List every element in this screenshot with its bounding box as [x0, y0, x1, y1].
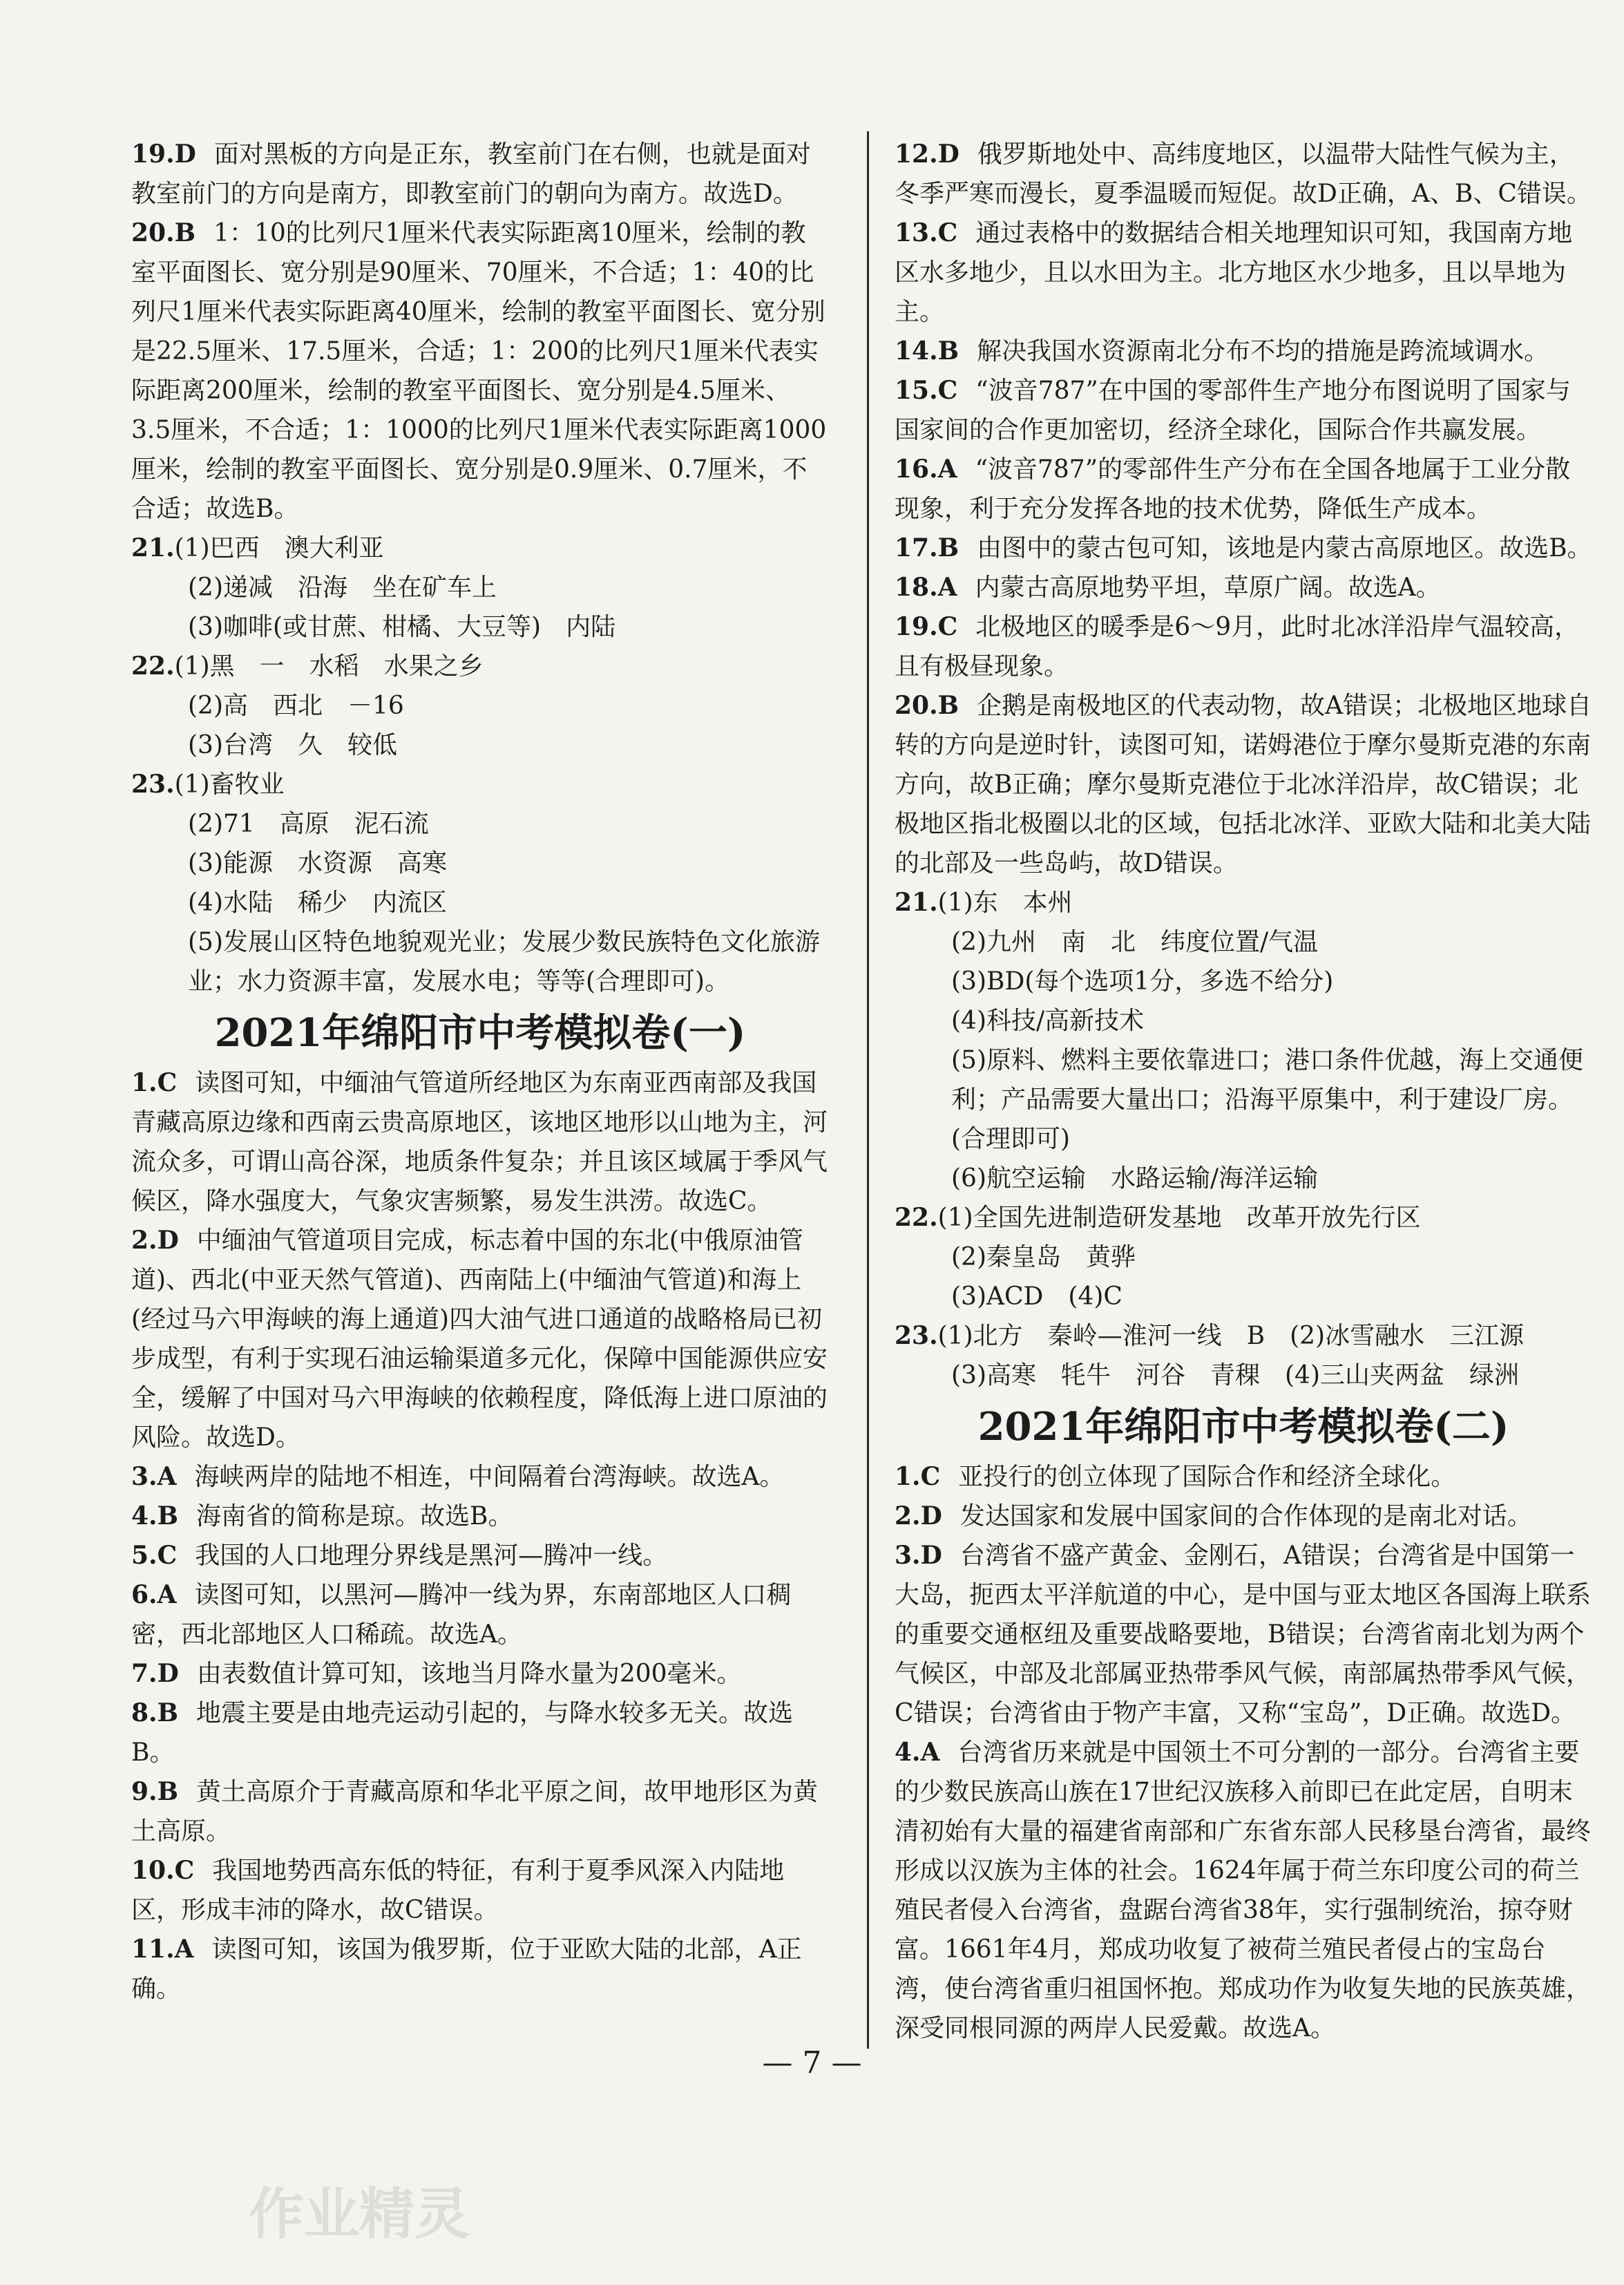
explanation-text: (2)九州 南 北 纬度位置/气温: [951, 928, 1319, 956]
question-number: 13.: [895, 218, 938, 247]
question-number: 15.: [895, 376, 938, 405]
answer-item: [131, 1654, 829, 1694]
answer-item: [895, 686, 1592, 883]
explanation-text: (6)航空运输 水路运输/海洋运输: [951, 1164, 1319, 1193]
question-number: 4.: [131, 1501, 157, 1530]
question-number: 3.: [131, 1462, 157, 1491]
question-number: 21.: [131, 533, 175, 562]
question-number: 6.: [131, 1580, 157, 1609]
watermark: 作业精灵: [249, 2182, 470, 2246]
answer-choice: C: [157, 1068, 178, 1097]
answer-item: [895, 1457, 1592, 1497]
answer-item: [895, 529, 1592, 568]
question-number: 8.: [131, 1698, 157, 1727]
answer-item: [131, 1694, 829, 1772]
answer-item: [131, 765, 829, 804]
right-column: [895, 135, 1592, 2048]
explanation-text: (1)东 本州: [937, 889, 1073, 917]
answer-item: [895, 1536, 1592, 1733]
answer-choice: C: [937, 218, 958, 247]
explanation-text: (5)原料、燃料主要依靠进口；港口条件优越，海上交通便利；产品需要大量出口；沿海平原集中，利于建设厂房。(合理即可): [951, 1046, 1583, 1153]
question-number: 22.: [131, 652, 175, 681]
explanation-text: 解决我国水资源南北分布不均的措施是跨流域调水。: [977, 337, 1549, 366]
answer-item: [895, 1316, 1592, 1356]
explanation-text: 台湾省不盛产黄金、金刚石，A错误；台湾省是中国第一大岛，扼西太平洋航道的中心，是中国与亚太地区各国海上联系的重要交通枢纽及重要战略要地，B错误；台湾省南北划为两个气候区，中部及北部属亚热带季风气候，南部属热带季风气候，C错误；台湾省由于物产丰富，又称“宝岛”，D正确。故选D。: [895, 1542, 1592, 1727]
answer-choice: D: [174, 140, 196, 169]
answer-subline: [131, 607, 829, 647]
explanation-text: 1：10的比列尺1厘米代表实际距离10厘米，绘制的教室平面图长、宽分别是90厘米、70厘米，不合适；1：40的比列尺1厘米代表实际距离40厘米，绘制的教室平面图长、宽分别是22.5厘米、17.5厘米，合适；1：200的比列尺1厘米代表实际距离200厘米，绘制的教室平面图长、宽分别是4.5厘米、3.5厘米，不合适；1：1000的比列尺1厘米代表实际距离1000厘米，绘制的教室平面图长、宽分别是0.9厘米、0.7厘米，不合适；故选B。: [131, 219, 827, 523]
answer-choice: A: [174, 1935, 194, 1964]
question-number: 23.: [895, 1321, 938, 1350]
answer-choice: B: [937, 336, 959, 366]
question-number: 23.: [131, 770, 175, 799]
answer-item: [131, 1063, 829, 1221]
explanation-text: 发达国家和发展中国家间的合作体现的是南北对话。: [959, 1502, 1532, 1530]
question-number: 7.: [131, 1659, 157, 1688]
answer-choice: D: [157, 1226, 179, 1255]
answer-item: [895, 1733, 1592, 2048]
question-number: 19.: [895, 612, 938, 641]
explanation-text: (1)北方 秦岭—淮河一线 B (2)冰雪融水 三江源: [937, 1322, 1525, 1350]
explanation-text: 通过表格中的数据结合相关地理知识可知，我国南方地区水多地少，且以水田为主。北方地区水少地多，且以旱地为主。: [895, 219, 1573, 326]
answer-choice: A: [920, 1738, 940, 1767]
left-column: [131, 135, 829, 2009]
answer-item: [131, 1457, 829, 1497]
answer-subline: [895, 1277, 1592, 1316]
answer-item: [131, 529, 829, 568]
answer-item: [131, 1772, 829, 1851]
explanation-text: “波音787”的零部件生产分布在全国各地属于工业分散现象，利于充分发挥各地的技术优势，降低生产成本。: [895, 455, 1571, 523]
explanation-text: (1)全国先进制造研发基地 改革开放先行区: [937, 1204, 1421, 1232]
answer-item: [895, 135, 1592, 214]
explanation-text: 读图可知，中缅油气管道所经地区为东南亚西南部及我国青藏高原边缘和西南云贵高原地区，该地区地形以山地为主，河流众多，可谓山高谷深，地质条件复杂；并且该区域属于季风气候区，降水强度大，气象灾害频繁，易发生洪涝。故选C。: [131, 1069, 828, 1215]
explanation-text: 由表数值计算可知，该地当月降水量为200毫米。: [196, 1660, 742, 1688]
answer-choice: A: [157, 1580, 177, 1609]
question-number: 20.: [131, 218, 175, 247]
explanation-text: (3)台湾 久 较低: [188, 731, 397, 759]
answer-subline: [895, 1159, 1592, 1198]
answer-item: [895, 450, 1592, 529]
answer-choice: B: [157, 1501, 179, 1530]
explanation-text: (3)高寒 牦牛 河谷 青稞 (4)三山夹两盆 绿洲: [951, 1361, 1519, 1390]
column-divider: [867, 131, 869, 2049]
explanation-text: 读图可知，以黑河—腾冲一线为界，东南部地区人口稠密，西北部地区人口稀疏。故选A。: [131, 1581, 792, 1649]
question-number: 16.: [895, 455, 938, 484]
answer-subline: [131, 844, 829, 883]
answer-item: [895, 883, 1592, 922]
explanation-text: (1)巴西 澳大利亚: [174, 534, 384, 562]
answer-subline: [895, 1001, 1592, 1041]
answer-item: [131, 647, 829, 686]
explanation-text: (2)递减 沿海 坐在矿车上: [188, 573, 497, 602]
explanation-text: 由图中的蒙古包可知，该地是内蒙古高原地区。故选B。: [977, 534, 1592, 562]
answer-item: [895, 1198, 1592, 1238]
answer-choice: C: [937, 612, 958, 641]
answer-item: [131, 1575, 829, 1654]
answer-item: [131, 214, 829, 529]
explanation-text: 俄罗斯地处中、高纬度地区，以温带大陆性气候为主，冬季严寒而漫长，夏季温暖而短促。故D正确，A、B、C错误。: [895, 140, 1592, 208]
question-number: 18.: [895, 573, 938, 602]
explanation-text: 中缅油气管道项目完成，标志着中国的东北(中俄原油管道)、西北(中亚天然气管道)、西南陆上(中缅油气管道)和海上(经过马六甲海峡的海上通道)四大油气进口通道的战略格局已初步成型，有利于实现石油运输渠道多元化，保障中国能源供应安全，缓解了中国对马六甲海峡的依赖程度，降低海上进口原油的风险。故选D。: [131, 1226, 828, 1452]
explanation-text: (3)ACD (4)C: [951, 1282, 1123, 1311]
explanation-text: (3)BD(每个选项1分，多选不给分): [951, 967, 1334, 996]
answer-choice: D: [937, 140, 959, 169]
question-number: 14.: [895, 336, 938, 366]
question-number: 2.: [131, 1226, 157, 1255]
answer-item: [131, 1497, 829, 1536]
explanation-text: 地震主要是由地壳运动引起的，与降水较多无关。故选B。: [131, 1699, 794, 1767]
question-number: 12.: [895, 140, 938, 169]
explanation-text: (1)畜牧业: [174, 770, 285, 799]
answer-item: [131, 1536, 829, 1575]
answer-item: [131, 135, 829, 214]
answer-choice: D: [157, 1659, 179, 1688]
explanation-text: (4)科技/高新技术: [951, 1007, 1145, 1035]
explanation-text: 海南省的简称是琼。故选B。: [196, 1502, 513, 1530]
section-title: 2021年绵阳市中考模拟卷(二): [977, 1404, 1509, 1450]
answer-choice: B: [157, 1777, 179, 1806]
question-number: 2.: [895, 1501, 921, 1530]
explanation-text: (4)水陆 稀少 内流区: [188, 889, 447, 917]
answer-choice: B: [174, 218, 196, 247]
answer-choice: D: [920, 1501, 942, 1530]
question-number: 5.: [131, 1541, 157, 1570]
explanation-text: (2)高 西北 －16: [188, 692, 404, 720]
answer-item: [895, 371, 1592, 450]
explanation-text: (1)黑 一 水稻 水果之乡: [174, 652, 484, 681]
question-number: 20.: [895, 691, 938, 720]
answer-choice: B: [937, 533, 959, 562]
answer-item: [895, 332, 1592, 371]
explanation-text: 面对黑板的方向是正东，教室前门在右侧，也就是面对教室前门的方向是南方，即教室前门的朝向为南方。故选D。: [131, 140, 811, 208]
section-title: 2021年绵阳市中考模拟卷(一): [214, 1010, 746, 1056]
answer-choice: A: [937, 455, 957, 484]
question-number: 4.: [895, 1738, 921, 1767]
answer-choice: A: [157, 1462, 177, 1491]
answer-choice: A: [937, 573, 957, 602]
explanation-text: 我国的人口地理分界线是黑河—腾冲一线。: [195, 1542, 668, 1570]
question-number: 9.: [131, 1777, 157, 1806]
question-number: 17.: [895, 533, 938, 562]
answer-item: [131, 1851, 829, 1930]
explanation-text: 台湾省历来就是中国领土不可分割的一部分。台湾省主要的少数民族高山族在17世纪汉族移入前即已在此定居，自明末清初始有大量的福建省南部和广东省东部人民移垦台湾省，最终形成以汉族为主体的社会。1624年属于荷兰东印度公司的荷兰殖民者侵入台湾省，盘踞台湾省38年，实行强制统治，掠夺财富。1661年4月，郑成功收复了被荷兰殖民者侵占的宝岛台湾，使台湾省重归祖国怀抱。郑成功作为收复失地的民族英雄，深受同根同源的两岸人民爱戴。故选A。: [895, 1738, 1592, 2042]
question-number: 21.: [895, 888, 938, 917]
explanation-text: (3)咖啡(或甘蔗、柑橘、大豆等) 内陆: [188, 613, 616, 641]
answer-item: [895, 1497, 1592, 1536]
answer-subline: [895, 1356, 1592, 1395]
answer-subline: [895, 922, 1592, 962]
explanation-text: (5)发展山区特色地貌观光业；发展少数民族特色文化旅游业；水力资源丰富，发展水电；等等(合理即可)。: [188, 928, 820, 996]
explanation-text: “波音787”在中国的零部件生产地分布图说明了国家与国家间的合作更加密切，经济全球化，国际合作共赢发展。: [895, 377, 1571, 444]
answer-subline: [895, 1238, 1592, 1277]
answer-item: [131, 1221, 829, 1457]
explanation-text: (2)秦皇岛 黄骅: [951, 1243, 1136, 1271]
answer-choice: C: [920, 1462, 941, 1491]
answer-subline: [895, 962, 1592, 1001]
explanation-text: (2)71 高原 泥石流: [188, 810, 429, 838]
answer-subline: [131, 883, 829, 922]
explanation-text: 海峡两岸的陆地不相连，中间隔着台湾海峡。故选A。: [194, 1463, 785, 1491]
explanation-text: 内蒙古高原地势平坦，草原广阔。故选A。: [975, 573, 1441, 602]
explanation-text: 北极地区的暖季是6～9月，此时北冰洋沿岸气温较高，且有极昼现象。: [895, 613, 1580, 681]
question-number: 1.: [131, 1068, 157, 1097]
answer-subline: [131, 686, 829, 726]
answer-subline: [895, 1041, 1592, 1159]
answer-item: [895, 568, 1592, 607]
explanation-text: 我国地势西高东低的特征，有利于夏季风深入内陆地区，形成丰沛的降水，故C错误。: [131, 1857, 785, 1924]
answer-choice: C: [174, 1856, 195, 1885]
explanation-text: 黄土高原介于青藏高原和华北平原之间，故甲地形区为黄土高原。: [131, 1778, 819, 1846]
question-number: 3.: [895, 1541, 921, 1570]
answer-choice: C: [157, 1541, 178, 1570]
answer-subline: [131, 568, 829, 607]
answer-subline: [131, 804, 829, 844]
answer-subline: [131, 726, 829, 765]
explanation-text: 企鹅是南极地区的代表动物，故A错误；北极地区地球自转的方向是逆时针，读图可知，诺姆港位于摩尔曼斯克港的东南方向，故B正确；摩尔曼斯克港位于北冰洋沿岸，故C错误；北极地区指北极圈以北的区域，包括北冰洋、亚欧大陆和北美大陆的北部及一些岛屿，故D错误。: [895, 692, 1592, 878]
question-number: 11.: [131, 1935, 175, 1964]
answer-choice: B: [157, 1698, 179, 1727]
explanation-text: 读图可知，该国为俄罗斯，位于亚欧大陆的北部，A正确。: [131, 1935, 802, 2003]
explanation-text: (3)能源 水资源 高寒: [188, 849, 447, 878]
answer-item: [895, 607, 1592, 686]
question-number: 22.: [895, 1203, 938, 1232]
answer-item: [895, 214, 1592, 332]
question-number: 19.: [131, 140, 175, 169]
question-number: 10.: [131, 1856, 175, 1885]
answer-choice: B: [937, 691, 959, 720]
answer-choice: D: [920, 1541, 942, 1570]
answer-choice: C: [937, 376, 958, 405]
explanation-text: 亚投行的创立体现了国际合作和经济全球化。: [958, 1463, 1456, 1491]
page-number: — 7 —: [762, 2045, 862, 2080]
answer-item: [131, 1930, 829, 2009]
answer-subline: [131, 922, 829, 1001]
question-number: 1.: [895, 1462, 921, 1491]
